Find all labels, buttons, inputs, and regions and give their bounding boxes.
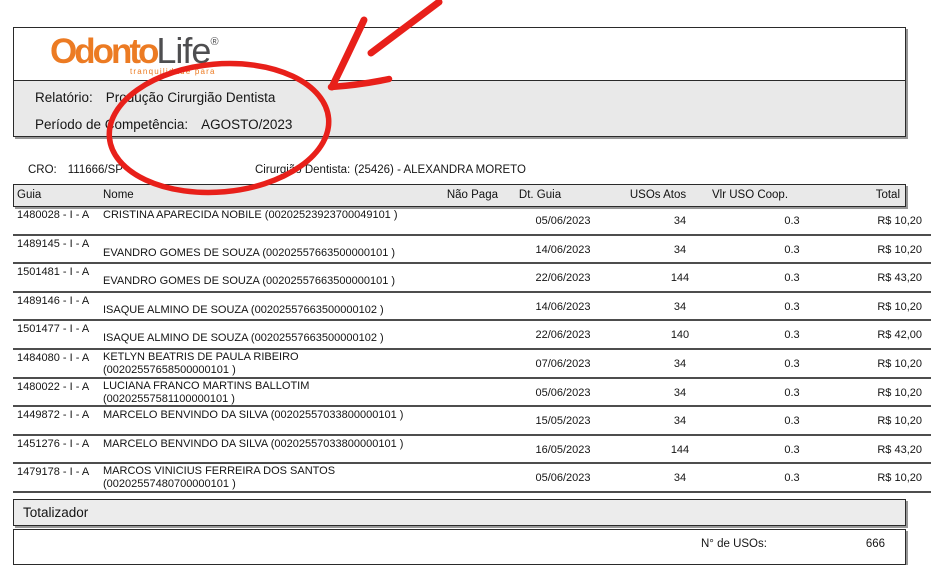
logo-text-life: Life <box>156 30 211 71</box>
row-guia: 1480022 - I - A <box>17 380 90 393</box>
row-total: R$ 10,20 <box>877 300 922 313</box>
column-header-nao-paga: Não Paga <box>446 189 498 201</box>
dentist-line <box>255 164 526 176</box>
row-nome-line2: (00202557480700000101 ) <box>103 478 236 491</box>
row-dt-guia: 15/05/2023 <box>535 415 591 428</box>
row-total: R$ 10,20 <box>877 215 922 227</box>
table-row <box>13 293 931 322</box>
row-usos-atos: 34 <box>673 357 687 370</box>
totals-box <box>13 529 906 565</box>
row-total: R$ 10,20 <box>877 386 922 399</box>
row-nome-line1: KETLYN BEATRIS DE PAULA RIBEIRO <box>103 350 299 363</box>
row-nome-line1: ISAQUE ALMINO DE SOUZA (00202557663500000102 ) <box>103 303 384 316</box>
report-label: Relatório: <box>35 90 93 105</box>
usos-total-label: N° de USOs: <box>701 538 767 550</box>
row-nome <box>103 275 395 288</box>
row-dt-guia: 05/06/2023 <box>535 215 591 227</box>
row-nome <box>103 351 299 377</box>
row-guia: 1489146 - I - A <box>17 294 90 307</box>
report-title-line <box>35 90 275 105</box>
row-usos-atos: 34 <box>673 415 687 428</box>
row-vlr-uso-coop: 0.3 <box>784 443 800 456</box>
row-nome <box>103 380 309 406</box>
row-nome-line1: MARCELO BENVINDO DA SILVA (00202557033800000101 ) <box>103 437 404 450</box>
row-nome-line1: EVANDRO GOMES DE SOUZA (00202557663500000101 ) <box>103 246 396 259</box>
row-nome <box>103 304 384 317</box>
table-row <box>13 236 931 265</box>
period-line <box>35 117 292 132</box>
row-dt-guia: 14/06/2023 <box>535 243 591 256</box>
row-vlr-uso-coop: 0.3 <box>784 272 800 285</box>
row-guia: 1479178 - I - A <box>17 466 90 479</box>
row-vlr-uso-coop: 0.3 <box>784 329 800 342</box>
cro-value: 111666/SP <box>67 164 123 176</box>
row-vlr-uso-coop: 0.3 <box>784 415 800 428</box>
row-nome-line1: MARCELO BENVINDO DA SILVA (00202557033800000101 ) <box>103 409 404 422</box>
column-header-guia: Guia <box>17 189 42 201</box>
cro-label: CRO: <box>28 164 57 176</box>
row-nome-line1: LUCIANA FRANCO MARTINS BALLOTIM <box>103 379 310 392</box>
row-dt-guia: 22/06/2023 <box>535 272 591 285</box>
report-header-band <box>13 80 906 137</box>
usos-total-value: 666 <box>865 538 885 550</box>
row-total: R$ 10,20 <box>877 243 922 256</box>
row-vlr-uso-coop: 0.3 <box>784 215 800 227</box>
logo-tagline: tranquilidade para <box>130 67 216 76</box>
row-nome <box>103 332 384 345</box>
table-row <box>13 321 931 350</box>
table-header <box>13 184 906 207</box>
dentist-value: (25426) - ALEXANDRA MORETO <box>354 164 526 176</box>
row-nome-line2: (00202557581100000101 ) <box>103 392 235 405</box>
row-dt-guia: 22/06/2023 <box>535 329 591 342</box>
cro-line <box>28 164 123 176</box>
dentist-label: Cirurgião Dentista: <box>255 164 351 176</box>
row-guia: 1484080 - I - A <box>17 351 90 364</box>
row-dt-guia: 07/06/2023 <box>535 357 591 370</box>
row-dt-guia: 14/06/2023 <box>535 300 591 313</box>
row-total: R$ 42,00 <box>877 329 922 342</box>
row-vlr-uso-coop: 0.3 <box>784 243 800 256</box>
period-value: AGOSTO/2023 <box>201 117 293 132</box>
row-nome <box>103 209 398 222</box>
row-usos-atos: 34 <box>673 300 687 313</box>
row-nome <box>103 409 403 422</box>
logo-text-odonto: Odonto <box>50 32 157 71</box>
column-header-nome: Nome <box>103 189 134 201</box>
row-usos-atos: 34 <box>673 472 687 485</box>
row-nome-line1: CRISTINA APARECIDA NOBILE (00202523923700049101 ) <box>103 209 398 221</box>
row-nome <box>103 465 335 491</box>
row-total: R$ 10,20 <box>877 357 922 370</box>
table-row <box>13 407 931 436</box>
row-usos-atos: 144 <box>670 443 690 456</box>
period-label: Período de Competência: <box>35 117 189 132</box>
odontolife-logo <box>50 30 219 72</box>
row-usos-atos: 144 <box>670 272 690 285</box>
report-title: Produção Cirurgião Dentista <box>105 90 276 105</box>
table-row <box>13 464 931 493</box>
row-vlr-uso-coop: 0.3 <box>784 357 800 370</box>
row-total: R$ 10,20 <box>877 472 922 485</box>
row-vlr-uso-coop: 0.3 <box>784 386 800 399</box>
table-row <box>13 436 931 465</box>
row-nome-line2: (00202557658500000101 ) <box>103 363 236 376</box>
totalizador-label: Totalizador <box>23 505 89 520</box>
row-dt-guia: 05/06/2023 <box>535 472 591 485</box>
row-guia: 1489145 - I - A <box>17 237 90 250</box>
row-nome-line1: EVANDRO GOMES DE SOUZA (00202557663500000101 ) <box>103 275 396 288</box>
row-nome-line1: MARCOS VINICIUS FERREIRA DOS SANTOS <box>103 465 336 478</box>
logo-header-box <box>13 27 906 81</box>
row-total: R$ 43,20 <box>877 443 922 456</box>
row-usos-atos: 34 <box>673 215 687 227</box>
table-row <box>13 264 931 293</box>
row-guia: 1501477 - I - A <box>17 323 90 336</box>
column-header-dt-guia: Dt. Guia <box>518 189 562 201</box>
row-dt-guia: 05/06/2023 <box>535 386 591 399</box>
row-vlr-uso-coop: 0.3 <box>784 300 800 313</box>
table-row <box>13 379 931 408</box>
row-total: R$ 43,20 <box>877 272 922 285</box>
row-total: R$ 10,20 <box>877 415 922 428</box>
table-row <box>13 207 931 236</box>
row-nome <box>103 438 403 451</box>
row-nome-line1: ISAQUE ALMINO DE SOUZA (00202557663500000102 ) <box>103 332 384 345</box>
row-vlr-uso-coop: 0.3 <box>784 472 800 485</box>
column-header-usos-atos: USOs Atos <box>629 189 687 201</box>
row-guia: 1501481 - I - A <box>17 266 90 279</box>
table-rows <box>13 207 931 493</box>
row-guia: 1449872 - I - A <box>17 409 90 422</box>
row-usos-atos: 34 <box>673 386 687 399</box>
row-nome <box>103 247 395 260</box>
registered-trademark-icon: ® <box>210 36 219 48</box>
column-header-total: Total <box>875 189 900 201</box>
table-row <box>13 350 931 379</box>
row-usos-atos: 34 <box>673 243 687 256</box>
column-header-vlr-uso-coop: Vlr USO Coop. <box>711 189 789 201</box>
row-usos-atos: 140 <box>670 329 690 342</box>
row-dt-guia: 16/05/2023 <box>535 443 591 456</box>
row-guia: 1451276 - I - A <box>17 437 90 450</box>
row-guia: 1480028 - I - A <box>17 209 90 221</box>
totalizador-band <box>13 499 906 526</box>
